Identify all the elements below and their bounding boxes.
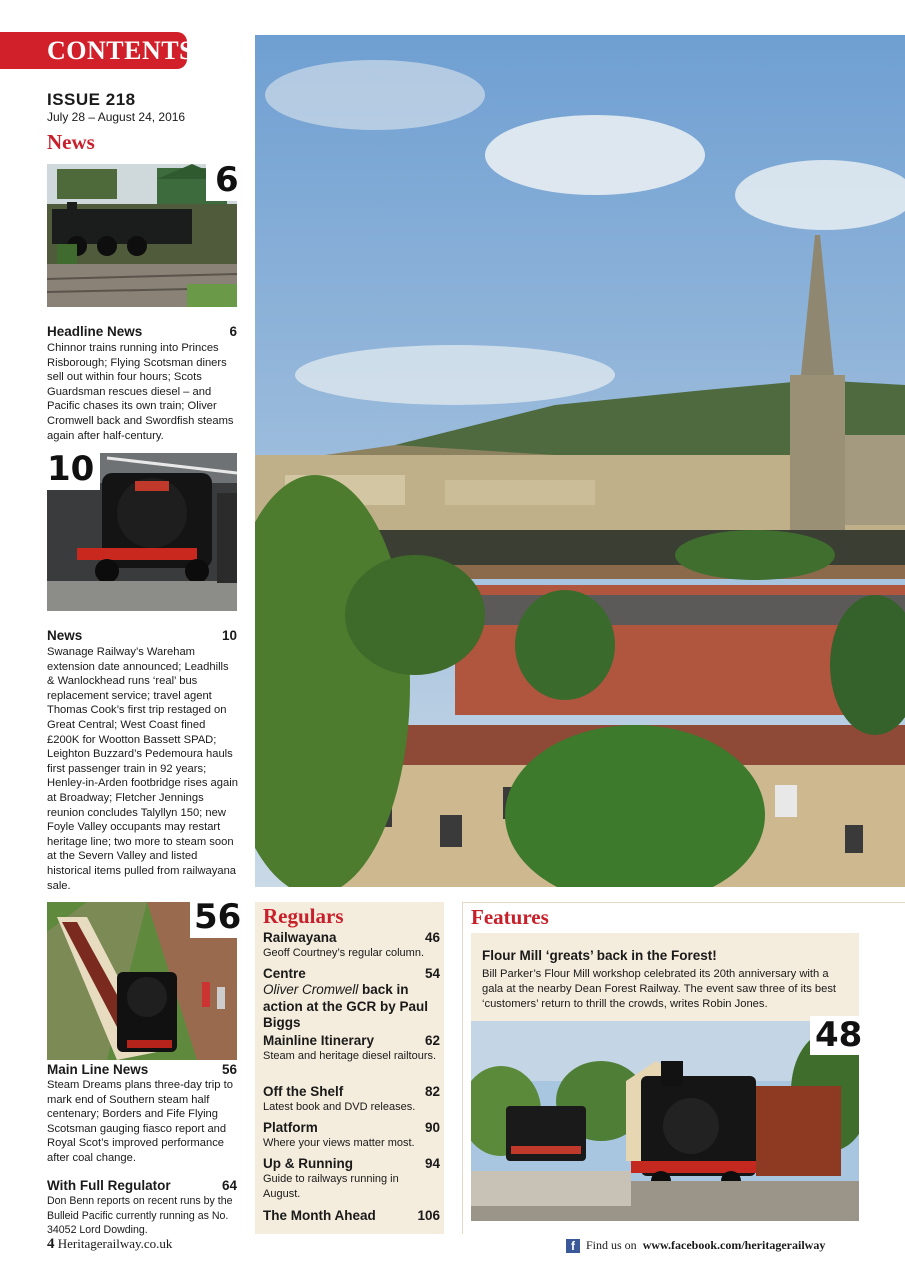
regulars-entry-railwayana[interactable]: [263, 929, 440, 961]
entry-description: Where your views matter most.: [263, 1137, 415, 1149]
news-title: News: [47, 628, 83, 643]
entry-page: 106: [417, 1208, 440, 1223]
news-summary: Swanage Railway’s Wareham extension date announced; Leadhills & Wanlockhead runs ‘real’ bus replacement service; travel agent Thomas Cook’s first trip restaged on Great Central; West Coast fined £200K for Wootton Bassett SPAD; Leighton Buzzard’s Pedemoura hauls first passenger train in 92 years; Henley-in-Arden footbridge rises again at Broadway; Fletcher Jennings reunion concludes Talyllyn 150; new Foyle Valley occupants may restart heritage line; two more to steam soon at the Severn Valley and listed historical items pulled from railwayana sale.: [47, 646, 238, 892]
headline-news-title: Headline News: [47, 324, 143, 339]
main-line-news-title: Main Line News: [47, 1062, 149, 1077]
entry-description: Geoff Courtney’s regular column.: [263, 947, 425, 959]
entry-description: [263, 982, 440, 1032]
entry-italic-name: Oliver Cromwell: [263, 982, 359, 997]
regulars-entry-month-ahead[interactable]: [263, 1207, 440, 1224]
news-section-title: News: [47, 130, 95, 154]
headline-news-summary: Chinnor trains running into Princes Risborough; Flying Scotsman diners sell out within four hours; Scots Guardsman rescues diesel – and Pacific chases its own train; Oliver Cromwell back and Swordfish steams again after half-century.: [47, 342, 234, 442]
entry-page: 62: [424, 1033, 440, 1048]
entry-description: Guide to railways running in August.: [263, 1173, 399, 1200]
page-number: 4: [47, 1236, 55, 1252]
feature-summary-box[interactable]: [471, 933, 859, 1021]
regulars-entry-mainline-itinerary[interactable]: [263, 1032, 440, 1064]
entry-page: 94: [424, 1156, 440, 1171]
entry-page: 90: [424, 1120, 440, 1135]
entry-description: Latest book and DVD releases.: [263, 1101, 416, 1113]
facebook-icon: f: [566, 1239, 580, 1253]
features-panel: [462, 902, 905, 1234]
entry-title: Railwayana: [263, 930, 337, 945]
regulars-entry-up-and-running[interactable]: [263, 1155, 440, 1202]
entry-page: 46: [424, 930, 440, 945]
feature-photo[interactable]: [471, 1021, 859, 1221]
entry-page: 54: [424, 966, 440, 981]
full-regulator-page: 64: [221, 1178, 237, 1193]
facebook-url[interactable]: www.facebook.com/heritagerailway: [642, 1238, 826, 1252]
entry-page: 82: [424, 1084, 440, 1099]
news-heading[interactable]: [47, 628, 237, 643]
entry-title: Platform: [263, 1120, 318, 1135]
entry-bold-text: back in action at the GCR by Paul Biggs: [263, 982, 429, 1030]
news-page: 10: [221, 628, 237, 643]
features-title: Features: [471, 905, 549, 929]
main-line-news-page: 56: [221, 1062, 237, 1077]
full-regulator-summary: Don Benn reports on recent runs by the Bulleid Pacific currently running as No. 34052 Lord Dowding.: [47, 1195, 233, 1236]
cover-cityscape-photo[interactable]: [255, 35, 905, 887]
entry-title: The Month Ahead: [263, 1208, 376, 1223]
entry-title: Mainline Itinerary: [263, 1033, 375, 1048]
regulars-entry-off-the-shelf[interactable]: [263, 1083, 440, 1115]
feature-headline: Flour Mill ‘greats’ back in the Forest!: [482, 948, 717, 963]
issue-number: ISSUE 218: [47, 90, 136, 109]
regulars-entry-centre[interactable]: [263, 965, 440, 1032]
main-line-news-summary: Steam Dreams plans three-day trip to mark end of Southern steam half centenary; Borders and Fife Flying Scotsman gauging fiasco report and Royal Scot’s improved performance after coal change.: [47, 1079, 233, 1164]
page-number-badge: 48: [810, 1016, 864, 1055]
main-line-news-heading[interactable]: [47, 1062, 237, 1077]
full-regulator-title: With Full Regulator: [47, 1178, 171, 1193]
regulars-panel: [255, 902, 444, 1234]
feature-summary: Bill Parker’s Flour Mill workshop celebrated its 20th anniversary with a gala at the nearby Dean Forest Railway. The event saw three of its best ‘customers’ return to thrill the crowds, writes Robin Jones.: [482, 968, 837, 1010]
entry-title: Off the Shelf: [263, 1084, 344, 1099]
facebook-promo[interactable]: [566, 1238, 825, 1253]
regulars-title: Regulars: [263, 904, 344, 928]
site-name: Heritagerailway.co.uk: [57, 1236, 173, 1251]
entry-description: Steam and heritage diesel railtours.: [263, 1050, 437, 1062]
contents-banner: CONTENTS: [0, 32, 187, 69]
issue-dates: July 28 – August 24, 2016: [47, 110, 186, 124]
headline-news-page: 6: [229, 324, 237, 339]
page-number-badge: 6: [206, 160, 243, 201]
headline-news-heading[interactable]: [47, 324, 237, 339]
page-number-badge: 10: [47, 452, 100, 490]
entry-title: Up & Running: [263, 1156, 353, 1171]
regulars-entry-platform[interactable]: [263, 1119, 440, 1151]
page-number-badge: 56: [190, 900, 243, 938]
full-regulator-heading[interactable]: [47, 1178, 237, 1193]
folio: [47, 1236, 172, 1253]
find-us-text: Find us on: [586, 1238, 637, 1252]
entry-title: Centre: [263, 966, 306, 981]
